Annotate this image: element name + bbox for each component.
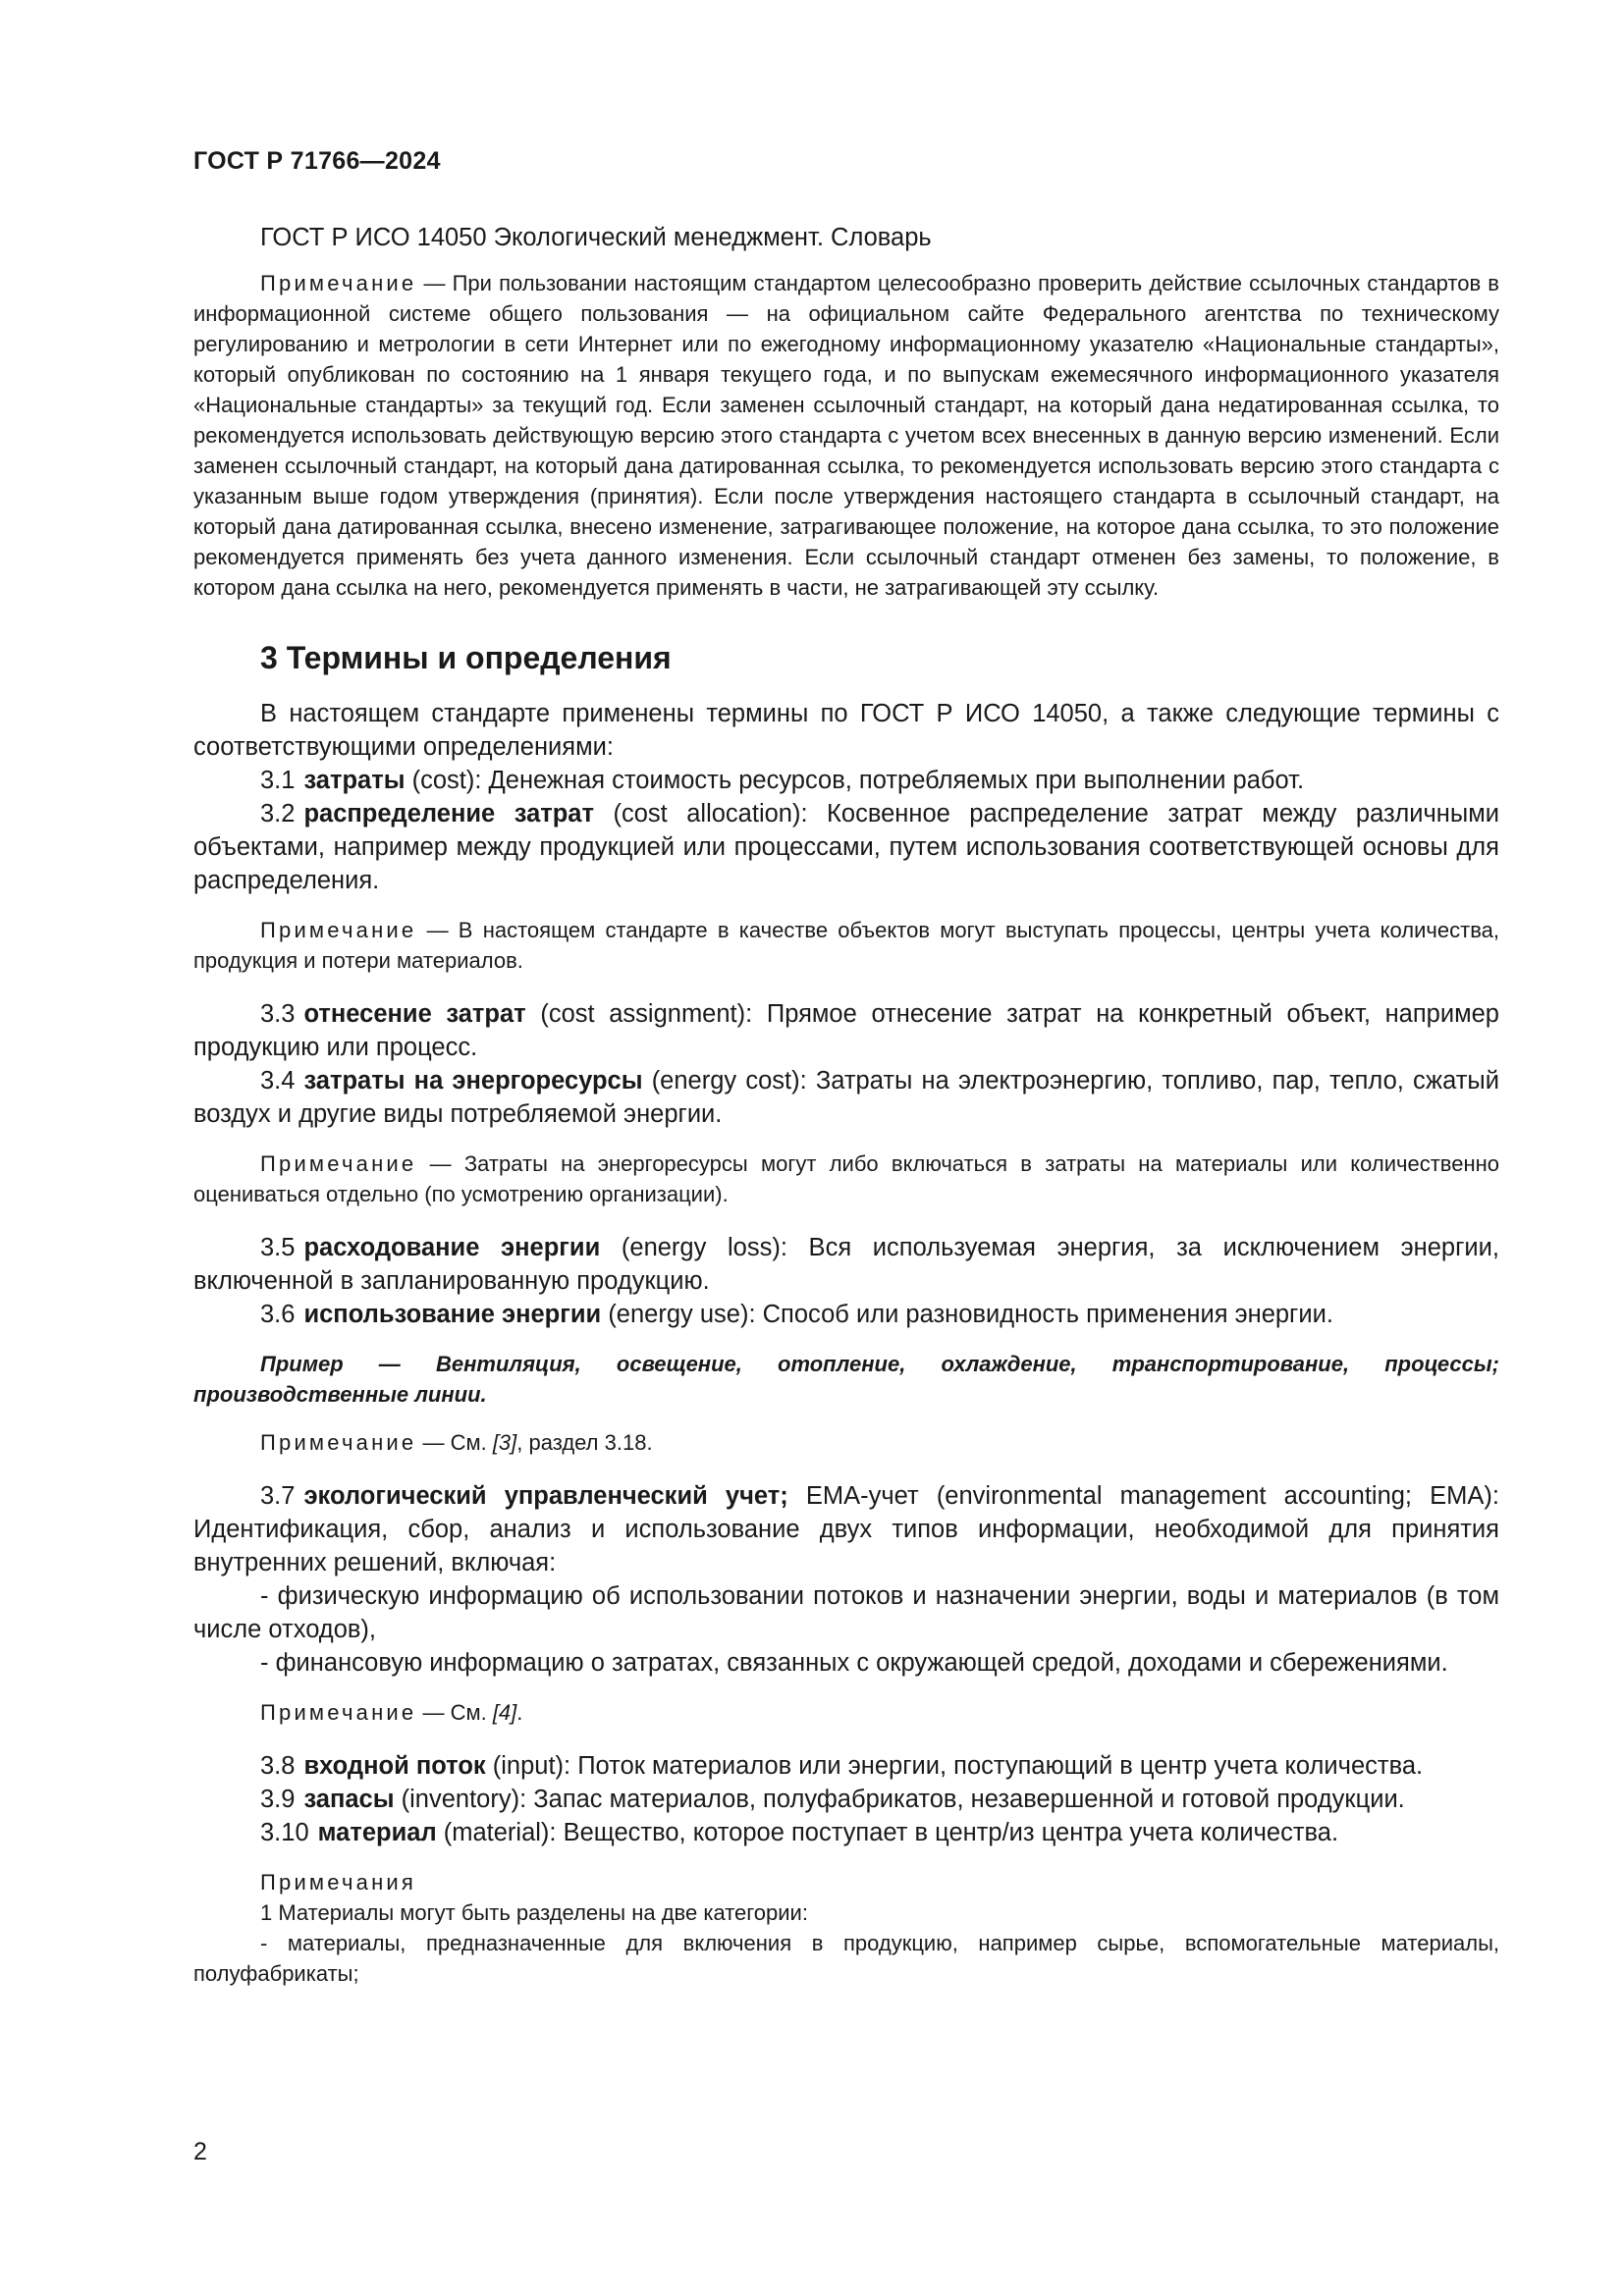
term-number: 3.2 (260, 800, 296, 828)
note-3-2 (193, 915, 1499, 976)
section-intro: В настоящем стандарте применены термины по ГОСТ Р ИСО 14050, а также следующие термины с соответствующими определениями: (193, 700, 1499, 761)
note-label: Примечание (260, 918, 417, 942)
term-3-3 (193, 997, 1499, 1064)
term-number: 3.6 (260, 1301, 296, 1328)
term-number: 3.4 (260, 1067, 296, 1095)
notes-3-10-item-1: 1 Материалы могут быть разделены на две категории: (260, 1900, 808, 1925)
term-3-7 (193, 1479, 1499, 1579)
notes-3-10-label (193, 1867, 1499, 1897)
term-name: использование энергии (303, 1301, 602, 1328)
term-definition: (cost allocation): Косвенное распределение затрат между различными объектами, например между продукцией или процессами, путем использования соответствующей основы для распределения. (193, 800, 1499, 894)
note-3-4 (193, 1148, 1499, 1209)
term-number: 3.7 (260, 1482, 296, 1510)
note-label: Примечание (260, 1151, 417, 1176)
term-definition: (input): Поток материалов или энергии, поступающий в центр учета количества. (485, 1752, 1424, 1780)
term-definition: (material): Вещество, которое поступает в центр/из центра учета количества. (436, 1819, 1339, 1846)
note-text: — Затраты на энергоресурсы могут либо включаться в затраты на материалы или количественно оцениваться отдельно (по усмотрению организации). (193, 1151, 1499, 1206)
term-3-7-item-financial: - финансовую информацию о затратах, связанных с окружающей средой, доходами и сбережениями. (260, 1649, 1448, 1677)
term-3-2 (193, 797, 1499, 897)
term-3-9 (193, 1783, 1499, 1816)
term-3-8 (193, 1749, 1499, 1783)
term-number: 3.9 (260, 1786, 296, 1813)
note-label: Примечание (260, 1700, 417, 1725)
term-name: отнесение затрат (303, 1000, 526, 1028)
note-text: — См. (416, 1430, 493, 1455)
reference-note (193, 268, 1499, 603)
note-text-tail: . (516, 1700, 523, 1725)
term-name: экологический управленческий учет; (303, 1482, 788, 1510)
note-3-6 (193, 1427, 1499, 1458)
term-number: 3.1 (260, 767, 296, 794)
term-definition: (inventory): Запас материалов, полуфабрикатов, незавершенной и готовой продукции. (394, 1786, 1405, 1813)
term-number: 3.5 (260, 1234, 296, 1261)
term-definition: ЕМА-учет (environmental management accounting; EMA): Идентификация, сбор, анализ и использование двух типов информации, необходимой для принятия внутренних решений, включая: (193, 1482, 1499, 1576)
term-name: затраты (303, 767, 406, 794)
normative-reference-line: ГОСТ Р ИСО 14050 Экологический менеджмент. Словарь (260, 224, 932, 251)
term-definition: (cost assignment): Прямое отнесение затрат на конкретный объект, например продукцию или процесс. (193, 1000, 1499, 1061)
term-name: расходование энергии (303, 1234, 601, 1261)
note-label: Примечание (260, 271, 417, 295)
section-heading: 3 Термины и определения (260, 640, 672, 675)
example-3-6: Пример — Вентиляция, освещение, отопление, охлаждение, транспортирование, процессы; производственные линии. (193, 1352, 1499, 1407)
term-number: 3.8 (260, 1752, 296, 1780)
term-definition: (cost): Денежная стоимость ресурсов, потребляемых при выполнении работ. (405, 767, 1305, 794)
page-number: 2 (193, 2138, 207, 2165)
note-text: — См. (416, 1700, 493, 1725)
term-name: запасы (303, 1786, 395, 1813)
term-3-4 (193, 1064, 1499, 1131)
note-label: Примечание (260, 1430, 417, 1455)
term-definition: (energy cost): Затраты на электроэнергию, топливо, пар, тепло, сжатый воздух и другие виды потребляемой энергии. (193, 1067, 1499, 1128)
note-3-7 (193, 1697, 1499, 1728)
page-content (193, 221, 1499, 1989)
note-text-tail: , раздел 3.18. (516, 1430, 653, 1455)
bibliography-ref: [4] (492, 1700, 517, 1725)
notes-3-10-item-2: - материалы, предназначенные для включения в продукцию, например сырье, вспомогательные материалы, полуфабрикаты; (193, 1931, 1499, 1986)
term-name: материал (317, 1819, 437, 1846)
term-3-5 (193, 1231, 1499, 1298)
bibliography-ref: [3] (492, 1430, 517, 1455)
term-definition: (energy use): Способ или разновидность применения энергии. (601, 1301, 1333, 1328)
term-3-10 (193, 1816, 1499, 1849)
notes-label: Примечания (260, 1870, 417, 1895)
term-3-6 (193, 1298, 1499, 1331)
term-number: 3.3 (260, 1000, 296, 1028)
term-3-7-item-physical: - физическую информацию об использовании потоков и назначении энергии, воды и материалов (в том числе отходов), (193, 1582, 1499, 1643)
term-3-1 (193, 764, 1499, 797)
term-name: затраты на энергоресурсы (303, 1067, 643, 1095)
term-number: 3.10 (260, 1819, 309, 1846)
term-name: распределение затрат (303, 800, 594, 828)
document-code-header: ГОСТ Р 71766—2024 (193, 147, 441, 175)
term-definition: (energy loss): Вся используемая энергия, за исключением энергии, включенной в запланированную продукцию. (193, 1234, 1499, 1295)
note-text: — При пользовании настоящим стандартом целесообразно проверить действие ссылочных стандартов в информационной системе общего пользования — на официальном сайте Федерального агентства по техническому регулированию и метрологии в сети Интернет или по ежегодному информационному указателю «Национальные стандарты», который опубликован по состоянию на 1 января текущего года, и по выпускам ежемесячного информационного указателя «Национальные стандарты» за текущий год. Если заменен ссылочный стандарт, на который дана недатированная ссылка, то рекомендуется использовать действующую версию этого стандарта с учетом всех внесенных в данную версию изменений. Если заменен ссылочный стандарт, на который дана датированная ссылка, то рекомендуется использовать версию этого стандарта с указанным выше годом утверждения (принятия). Если после утверждения настоящего стандарта в ссылочный стандарт, на который дана датированная ссылка, внесено изменение, затрагивающее положение, на которое дана ссылка, то это положение рекомендуется применять без учета данного изменения. Если ссылочный стандарт отменен без замены, то положение, в котором дана ссылка на него, рекомендуется применять в части, не затрагивающей эту ссылку. (193, 271, 1499, 600)
term-name: входной поток (303, 1752, 486, 1780)
note-text: — В настоящем стандарте в качестве объектов могут выступать процессы, центры учета количества, продукция и потери материалов. (193, 918, 1499, 973)
